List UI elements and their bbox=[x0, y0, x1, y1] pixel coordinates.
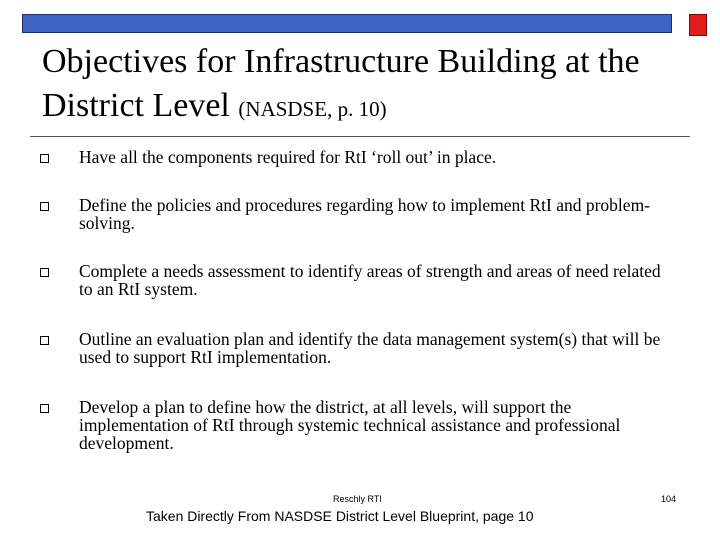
bullet-item bbox=[36, 330, 676, 366]
slide-title-citation: (NASDSE, p. 10) bbox=[238, 97, 387, 121]
page-number: 104 bbox=[661, 494, 677, 504]
bullet-text: Develop a plan to define how the district, at all levels, will support the implementation of RtI through systemic technical assistance and professional development. bbox=[79, 397, 621, 453]
bullet-text: Have all the components required for RtI ‘roll out’ in place. bbox=[79, 147, 497, 167]
decorative-corner-square bbox=[689, 14, 707, 36]
bullet-text: Define the policies and procedures regarding how to implement RtI and problem-solving. bbox=[79, 195, 651, 233]
square-bullet-icon bbox=[40, 154, 49, 163]
square-bullet-icon bbox=[40, 202, 49, 211]
bullet-item bbox=[36, 262, 676, 298]
square-bullet-icon bbox=[40, 404, 49, 413]
slide-title-main: Objectives for Infrastructure Building at the District Level bbox=[42, 43, 640, 124]
source-note: Taken Directly From NASDSE District Level Blueprint, page 10 bbox=[146, 508, 534, 524]
bullet-item bbox=[36, 196, 676, 232]
title-divider bbox=[30, 136, 690, 137]
square-bullet-icon bbox=[40, 268, 49, 277]
bullet-text: Complete a needs assessment to identify areas of strength and areas of need related to an RtI system. bbox=[79, 261, 661, 299]
bullet-item bbox=[36, 398, 676, 452]
bullet-text: Outline an evaluation plan and identify the data management system(s) that will be used to support RtI implementation. bbox=[79, 329, 661, 367]
square-bullet-icon bbox=[40, 336, 49, 345]
bullet-item bbox=[36, 148, 676, 166]
slide-title bbox=[42, 40, 702, 131]
footer-author: Reschly RTI bbox=[333, 494, 382, 504]
decorative-top-bar bbox=[22, 14, 672, 33]
